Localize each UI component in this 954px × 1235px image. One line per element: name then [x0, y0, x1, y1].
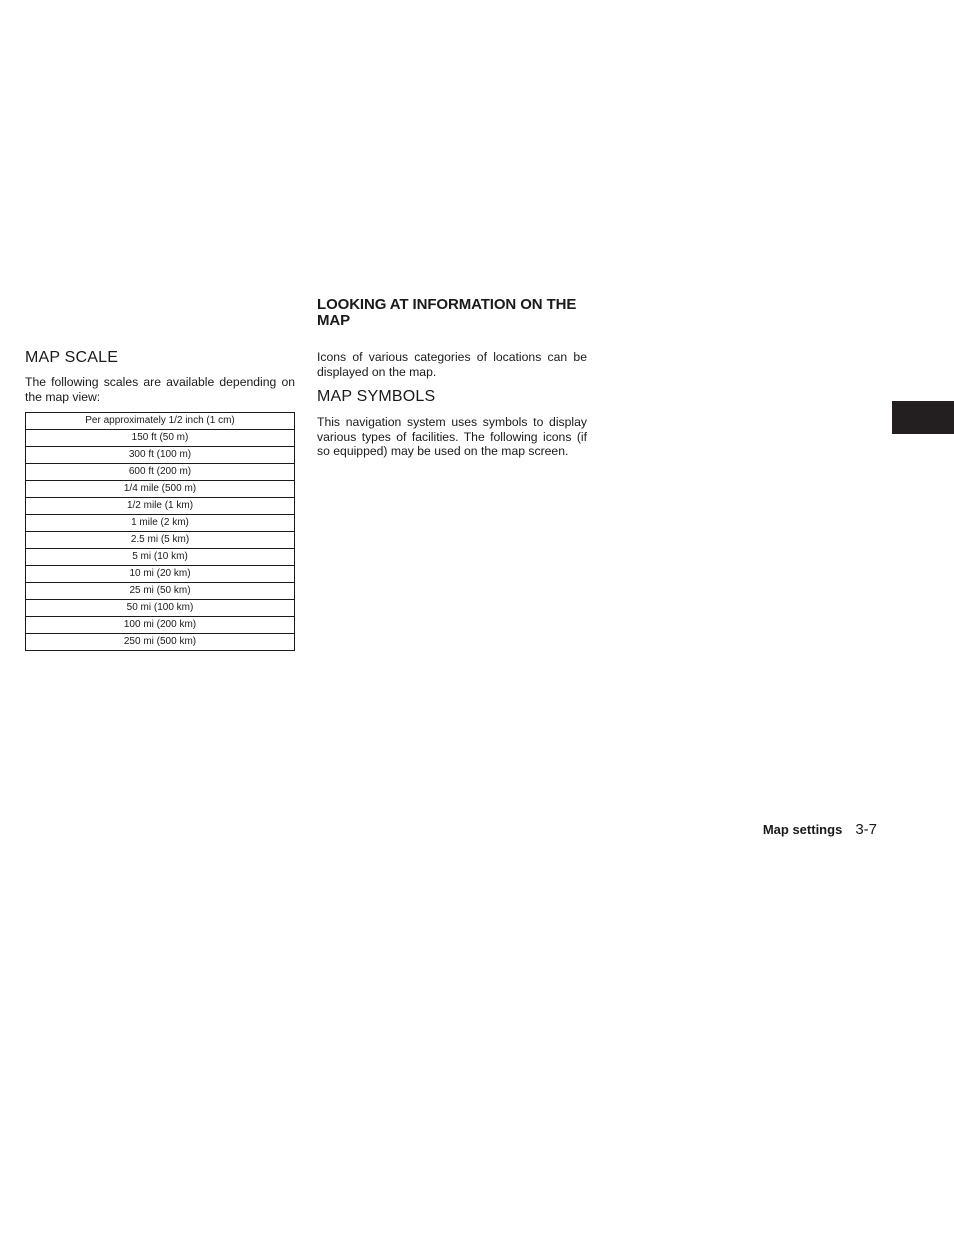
table-row — [26, 600, 295, 617]
table-cell: 25 mi (50 km) — [26, 583, 295, 600]
map-scale-section — [25, 348, 295, 651]
table-row — [26, 498, 295, 515]
page-number: 3-7 — [855, 821, 877, 838]
table-cell: 150 ft (50 m) — [26, 430, 295, 447]
table-row — [26, 617, 295, 634]
table-cell: 5 mi (10 km) — [26, 549, 295, 566]
table-row — [26, 464, 295, 481]
table-cell: 250 mi (500 km) — [26, 634, 295, 651]
map-scale-title: MAP SCALE — [25, 349, 119, 366]
table-cell: 50 mi (100 km) — [26, 600, 295, 617]
table-row — [26, 515, 295, 532]
table-cell: 300 ft (100 m) — [26, 447, 295, 464]
looking-info-title: LOOKING AT INFORMATION ON THE MAP — [317, 296, 577, 329]
table-cell: 1 mile (2 km) — [26, 515, 295, 532]
table-row — [26, 447, 295, 464]
map-scale-intro: The following scales are available depending on the map view: — [25, 375, 295, 404]
table-cell: 600 ft (200 m) — [26, 464, 295, 481]
footer-section-name: Map settings — [762, 822, 843, 837]
map-symbols-body: This navigation system uses symbols to display various types of facilities. The following icons (if so equipped) may be used on the map screen. — [317, 415, 587, 458]
table-cell: 2.5 mi (5 km) — [26, 532, 295, 549]
table-cell: 100 mi (200 km) — [26, 617, 295, 634]
map-symbols-title: MAP SYMBOLS — [317, 388, 436, 405]
table-row — [26, 549, 295, 566]
table-row — [26, 532, 295, 549]
chapter-thumb-tab — [892, 401, 954, 434]
table-row — [26, 481, 295, 498]
table-cell: 1/2 mile (1 km) — [26, 498, 295, 515]
looking-info-body: Icons of various categories of locations can be displayed on the map. — [317, 350, 587, 379]
table-cell: Per approximately 1/2 inch (1 cm) — [26, 413, 295, 430]
table-row — [26, 583, 295, 600]
table-row — [26, 566, 295, 583]
page-footer — [763, 821, 877, 838]
map-scale-table — [25, 412, 295, 651]
table-cell: 1/4 mile (500 m) — [26, 481, 295, 498]
table-row — [26, 430, 295, 447]
table-row — [26, 413, 295, 430]
info-section — [317, 297, 587, 459]
table-row — [26, 634, 295, 651]
table-cell: 10 mi (20 km) — [26, 566, 295, 583]
